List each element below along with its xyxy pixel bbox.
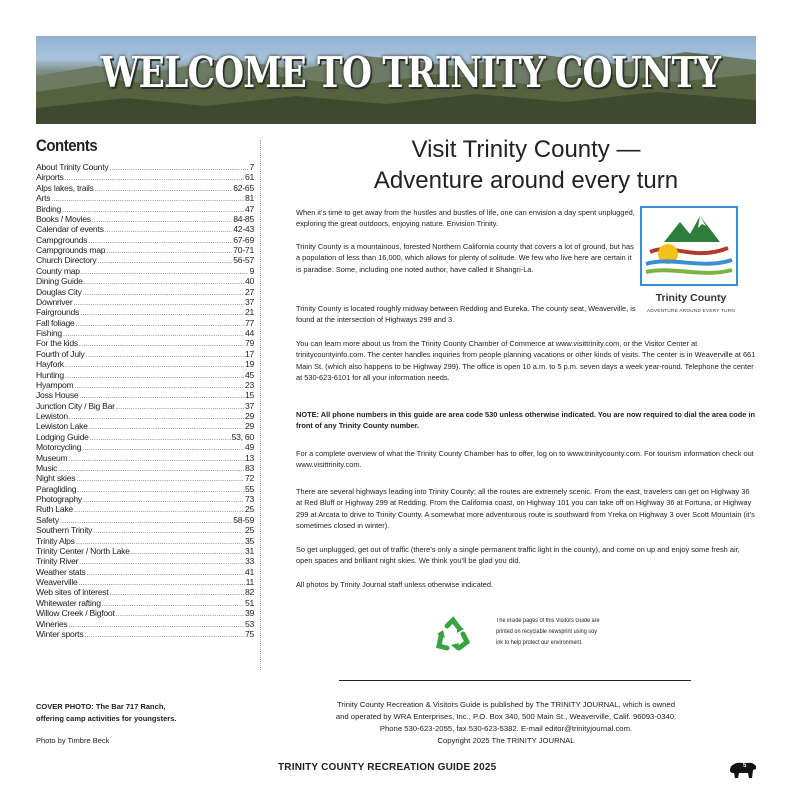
contents-entry-page: 9 [249, 265, 254, 276]
cover-caption-line-2: offering camp activities for youngsters. [36, 714, 177, 723]
contents-entry [36, 567, 254, 577]
contents-entry [36, 204, 254, 214]
bear-icon [728, 758, 758, 780]
contents-entry [36, 546, 254, 556]
contents-entry-label: Weather stats [36, 566, 86, 577]
contents-entry-page: 53, 60 [231, 431, 254, 442]
contents-entry [36, 338, 254, 348]
contents-entry-label: Hunting [36, 369, 64, 380]
contents-entry-page: 84-85 [233, 213, 254, 224]
contents-entry-page: 77 [244, 317, 254, 328]
contents-entry-label: Calendar of events [36, 224, 104, 235]
contents-entry-page: 35 [244, 535, 254, 546]
contents-entry-page: 29 [244, 411, 254, 421]
contents-entry-page: 70-71 [233, 245, 254, 255]
contents-entry-page: 19 [244, 359, 254, 370]
main-article [296, 134, 756, 196]
contents-entry [36, 577, 254, 587]
contents-entry [36, 401, 254, 411]
contents-entry [36, 619, 254, 629]
contents-entry-label: Junction City / Big Bar [36, 400, 115, 411]
paragraph-unplug: So get unplugged, get out of traffic (there’s only a single permanent traffic light in the county), and come on up and enjoy some fresh air, open spaces and brilliant night skies. We think you’ll be glad you did. [296, 545, 740, 566]
contents-entry [36, 172, 254, 182]
contents-entry-label: Church Directory [36, 255, 97, 266]
contents-entry-label: Books / Movies [36, 213, 91, 224]
contents-entry [36, 494, 254, 504]
contents-entry-page: 37 [244, 400, 254, 411]
contents-entry-page: 75 [244, 628, 254, 639]
contents-entry-page: 25 [244, 504, 254, 515]
logo-frame [640, 206, 738, 286]
contents-entry [36, 370, 254, 380]
contents-entry [36, 421, 254, 431]
contents-entry-label: Trinity River [36, 556, 79, 567]
recycle-line-2: printed on recyclable newsprint using soy [496, 629, 597, 635]
footer-title: TRINITY COUNTY RECREATION GUIDE 2025 [278, 762, 497, 773]
contents-entry-page: 49 [244, 442, 254, 453]
contents-entry [36, 307, 254, 317]
contents-entry [36, 183, 254, 193]
contents-entry-label: Arts [36, 193, 51, 204]
contents-entry-label: Winter sports [36, 628, 84, 639]
contents-entry [36, 598, 254, 608]
contents-entry-label: For the kids [36, 338, 78, 349]
trinity-county-logo [640, 206, 742, 312]
contents-entry [36, 629, 254, 639]
paragraph-photo-credit: All photos by Trinity Journal staff unless otherwise indicated. [296, 580, 494, 589]
publisher-line-3: Phone 530-623-2055, fax 530-623-5382. E-mail editor@trinityjournal.com. [379, 724, 633, 733]
publisher-copyright: Copyright 2025 The TRINITY JOURNAL [437, 736, 575, 745]
contents-entry-page: 62-65 [233, 182, 254, 193]
contents-entry-label: Douglas City [36, 286, 82, 297]
contents-entry-page: 73 [244, 494, 254, 504]
contents-entry-page: 42-43 [233, 224, 254, 235]
contents-entry-label: Safety [36, 514, 59, 525]
contents-entry-label: Night skies [36, 473, 76, 484]
paragraph-location: Trinity County is located roughly midway between Redding and Eureka. The county seat, Weaverville, is found at the intersection of Highways 299 and 3. [296, 304, 636, 325]
publisher-line-2: and operated by WRA Enterprises, Inc., P.O. Box 340, 500 Main St., Weaverville, Calif. 96093-0340. [335, 712, 677, 721]
contents-entry [36, 515, 254, 525]
recycle-line-3: ink to help protect our environment. [496, 640, 583, 646]
contents-entry-label: Lewiston [36, 411, 68, 421]
contents-entry-page: 33 [244, 556, 254, 567]
contents-entry-page: 83 [244, 462, 254, 473]
contents-entry-label: Birding [36, 203, 62, 214]
contents-entry [36, 390, 254, 400]
contents-entry [36, 245, 254, 255]
contents-entry [36, 587, 254, 597]
contents-entry [36, 473, 254, 483]
publisher-divider [339, 680, 691, 681]
contents-entry [36, 162, 254, 172]
contents-entry [36, 484, 254, 494]
contents-entry-page: 11 [245, 577, 254, 587]
contents-entry-page: 39 [244, 608, 254, 619]
contents-entry [36, 266, 254, 276]
contents-entry-label: Paragliding [36, 483, 77, 494]
contents-entry [36, 318, 254, 328]
contents-entry-page: 45 [244, 369, 254, 380]
contents-entry-label: County map [36, 265, 80, 276]
contents-entry [36, 411, 254, 421]
contents-entry-label: Dining Guide [36, 276, 83, 287]
contents-entry-label: Web sites of interest [36, 587, 109, 598]
contents-entry-label: Fourth of July [36, 348, 85, 359]
contents-entry-page: 37 [244, 296, 254, 307]
contents-entry-page: 44 [244, 328, 254, 338]
contents-entry-label: Lewiston Lake [36, 421, 88, 432]
contents-list [36, 162, 254, 639]
contents-entry-page: 61 [244, 172, 254, 183]
contents-entry-label: Hyampom [36, 379, 74, 390]
publisher-info [296, 699, 716, 747]
contents-entry-label: Joss House [36, 390, 79, 401]
contents-heading: Contents [36, 136, 98, 155]
contents-entry [36, 536, 254, 546]
logo-graphic-icon [642, 208, 736, 284]
contents-entry-page: 82 [244, 587, 254, 598]
banner-title: WELCOME TO TRINITY COUNTY [100, 48, 721, 97]
paragraph-intro: When it’s time to get away from the hustles and bustles of life, one can envision a day spent unplugged, exploring the great outdoors, enjoying nature. Envision Trinity. [296, 208, 635, 229]
contents-entry-label: Hayfork [36, 359, 64, 370]
contents-entry-label: Weaverville [36, 577, 78, 587]
cover-caption-line-1: COVER PHOTO: The Bar 717 Ranch, [36, 702, 166, 711]
contents-entry [36, 380, 254, 390]
paragraph-phone-note: NOTE: All phone numbers in this guide are area code 530 unless otherwise indicated. You are now required to dial the area code in front of any Trinity County number. [296, 410, 756, 431]
contents-entry [36, 556, 254, 566]
contents-entry [36, 432, 254, 442]
publisher-line-1: Trinity County Recreation & Visitors Guide is published by The TRINITY JOURNAL, which is owned [337, 700, 675, 709]
article-headline [296, 134, 756, 196]
recycle-notice [496, 616, 608, 649]
contents-entry-page: 21 [244, 307, 254, 318]
contents-entry-page: 67-69 [233, 234, 254, 245]
contents-entry [36, 442, 254, 452]
contents-entry [36, 349, 254, 359]
headline-line-1: Visit Trinity County — [411, 136, 641, 163]
paragraph-chamber: You can learn more about us from the Trinity County Chamber of Commerce at www.visittrinity.com, or the Visitor Center at trinitycountyinfo.com. The center handles inquiries from people planning vacations or other kinds of visits. The center is in Weaverville at 661 Main St. (which also happens to be Highway 299). The office is open 10 a.m. to 5 p.m. seven days a week year-round. Telephone the center at 530-623-6101 for all your information needs. [296, 339, 756, 382]
contents-entry [36, 224, 254, 234]
contents-leader-dots [84, 629, 244, 641]
contents-entry-label: Lodging Guide [36, 431, 89, 442]
contents-entry-page: 58-59 [233, 514, 254, 525]
contents-entry [36, 276, 254, 286]
column-divider [260, 140, 261, 670]
contents-entry-label: Airports [36, 172, 64, 183]
contents-entry [36, 235, 254, 245]
contents-entry-page: 55 [244, 483, 254, 494]
cover-photo-credit: Photo by Timbre Beck [36, 736, 110, 745]
contents-entry-page: 17 [244, 348, 254, 359]
contents-entry-page: 41 [244, 566, 254, 577]
contents-entry-label: Wineries [36, 618, 68, 629]
contents-entry-page: 72 [244, 473, 254, 484]
contents-entry-label: Alps lakes, trails [36, 182, 94, 193]
contents-entry-page: 53 [244, 618, 254, 629]
contents-entry-label: Willow Creek / Bigfoot [36, 608, 115, 619]
recycle-line-1: The inside pages of this Visitors Guide are [496, 618, 600, 624]
contents-entry [36, 214, 254, 224]
contents-entry-page: 15 [244, 390, 254, 401]
contents-entry-page: 13 [244, 452, 254, 463]
contents-entry [36, 504, 254, 514]
contents-entry [36, 287, 254, 297]
contents-entry-label: Campgrounds [36, 234, 88, 245]
contents-entry-label: Fall foliage [36, 317, 75, 328]
contents-entry-label: Trinity Center / North Lake [36, 545, 130, 556]
contents-entry-label: Campgrounds map [36, 245, 106, 255]
contents-entry-page: 40 [244, 276, 254, 287]
contents-entry [36, 525, 254, 535]
contents-entry-label: Southern Trinity [36, 525, 93, 536]
logo-tagline: ADVENTURE AROUND EVERY TURN [647, 308, 735, 313]
paragraph-overview: For a complete overview of what the Trinity County Chamber has to offer, log on to www.trinitycounty.com. For tourism information check out www.visittrinity.com. [296, 449, 754, 470]
contents-entry [36, 463, 254, 473]
contents-entry-label: About Trinity County [36, 162, 109, 172]
contents-entry [36, 608, 254, 618]
contents-entry [36, 328, 254, 338]
contents-entry [36, 453, 254, 463]
contents-entry-page: 47 [244, 203, 254, 214]
contents-entry [36, 297, 254, 307]
headline-line-2: Adventure around every turn [373, 167, 679, 194]
recycle-icon [433, 616, 471, 654]
contents-entry [36, 193, 254, 203]
header-banner [36, 36, 756, 124]
contents-entry-label: Ruth Lake [36, 504, 73, 515]
contents-entry-page: 27 [244, 286, 254, 297]
contents-entry [36, 255, 254, 265]
contents-entry-page: 51 [244, 597, 254, 608]
paragraph-county: Trinity County is a mountainous, forested Northern California county that covers a lot of ground, but has a population of less than 16,000, which allows for plenty of solitude. We few who live here are certain it is paradise. Some, including one noted author, have called it Shangri-La. [296, 242, 634, 274]
contents-entry-label: Music [36, 462, 58, 473]
contents-entry [36, 359, 254, 369]
contents-entry-label: Trinity Alps [36, 535, 75, 546]
contents-entry-label: Motorcycling [36, 442, 82, 453]
contents-entry-page: 7 [249, 162, 254, 172]
logo-name: Trinity County [655, 292, 727, 304]
cover-photo-caption [36, 701, 256, 725]
contents-sidebar [36, 136, 254, 639]
contents-entry-page: 25 [244, 525, 254, 536]
contents-entry-label: Downriver [36, 296, 73, 307]
contents-entry-page: 56-57 [233, 255, 254, 266]
contents-entry-page: 81 [244, 193, 254, 204]
contents-entry-page: 79 [244, 338, 254, 349]
contents-entry-label: Whitewater rafting [36, 597, 101, 608]
contents-entry-label: Fairgrounds [36, 307, 80, 318]
paragraph-highways: There are several highways leading into Trinity County; all the routes are extremely scenic. From the east, travelers can get on Highway 36 at Red Bluff or Highway 299 at Redding. From the California coast, on Highway 101 you can take off on Highway 36 at Fortuna, or Highway 299 at Arcata to drive to Trinity County. A somewhat more adventurous route is southward from Yreka on Highway 3 over Scott Mountain (it’s sometimes closed in winter). [296, 487, 755, 530]
contents-entry-page: 31 [244, 545, 254, 556]
contents-entry-label: Fishing [36, 328, 62, 338]
page-number: 5 [743, 763, 747, 769]
contents-entry-label: Photography [36, 494, 82, 504]
contents-entry-page: 29 [244, 421, 254, 432]
contents-entry-page: 23 [244, 379, 254, 390]
contents-entry-label: Museum [36, 452, 68, 463]
